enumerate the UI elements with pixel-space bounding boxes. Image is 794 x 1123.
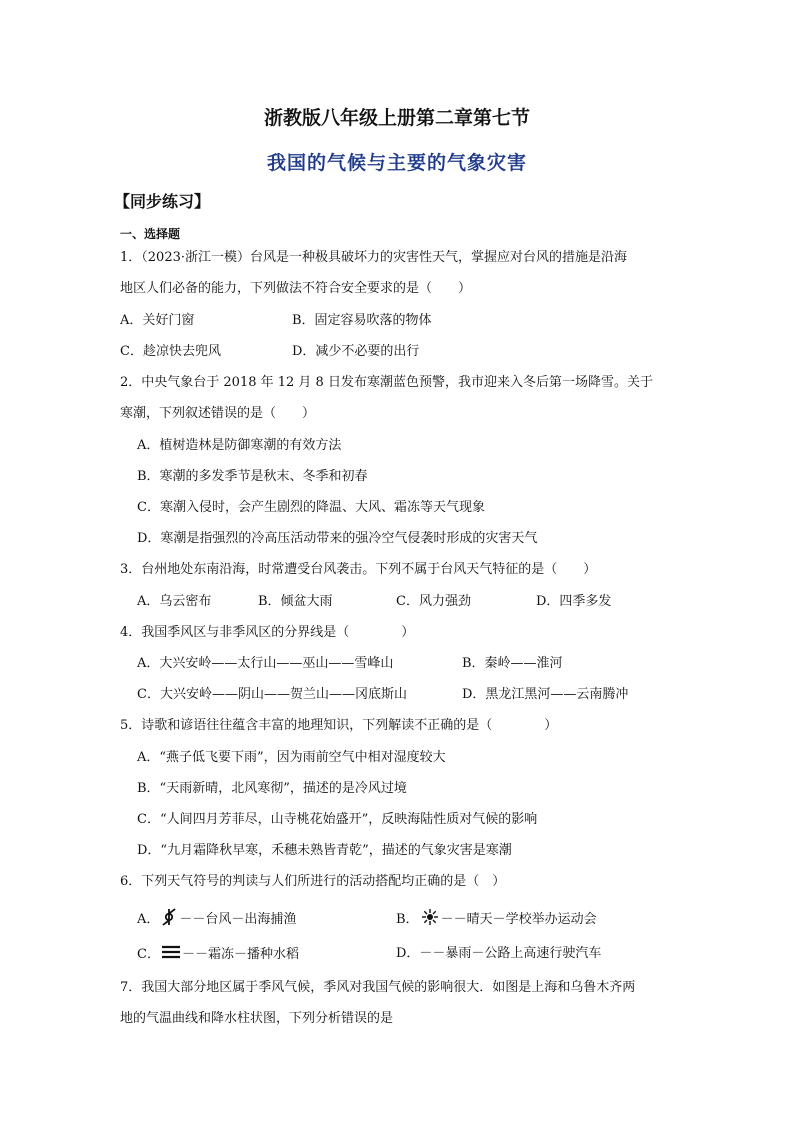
q4-option-b[interactable]: B．秦岭——淮河 [462, 656, 563, 671]
q5-option-a[interactable]: A．“燕子低飞要下雨”，因为雨前空气中相对湿度较大 [137, 750, 446, 765]
q6-option-a[interactable] [137, 908, 296, 931]
q1-stem-line1: 1．（2023·浙江一模）台风是一种极具破坏力的灾害性天气，掌握应对台风的措施是沿海 [120, 250, 627, 265]
q3-option-d[interactable]: D．四季多发 [536, 594, 612, 609]
q4-option-d[interactable]: D．黑龙江黑河——云南腾冲 [462, 687, 629, 702]
q7-stem-line1: 7．我国大部分地区属于季风气候，季风对我国气候的影响很大．如图是上海和乌鲁木齐两 [120, 980, 636, 995]
q4-stem: 4．我国季风区与非季风区的分界线是（ ） [120, 625, 415, 640]
q1-option-a[interactable]: A．关好门窗 [120, 313, 195, 328]
q6-option-d[interactable]: D．－－暴雨－公路上高速行驶汽车 [396, 946, 602, 961]
q3-stem: 3．台州地处东南沿海，时常遭受台风袭击。下列不属于台风天气特征的是（ ） [120, 562, 597, 577]
q6-option-b-text: －－晴天－学校举办运动会 [440, 912, 597, 927]
q2-option-b[interactable]: B．寒潮的多发季节是秋末、冬季和初春 [137, 469, 368, 484]
q5-option-c[interactable]: C．“人间四月芳菲尽，山寺桃花始盛开”，反映海陆性质对气候的影响 [137, 812, 538, 827]
q3-option-b[interactable]: B．倾盆大雨 [258, 594, 333, 609]
q5-option-d[interactable]: D．“九月霜降秋早寒，禾穗未熟皆青乾”，描述的气象灾害是寒潮 [137, 843, 512, 858]
q4-option-a[interactable]: A．大兴安岭——太行山——巫山——雪峰山 [137, 656, 394, 671]
page-title: 浙教版八年级上册第二章第七节 [263, 107, 530, 129]
typhoon-icon [161, 908, 177, 931]
q2-option-d[interactable]: D．寒潮是指强烈的冷高压活动带来的强冷空气侵袭时形成的灾害天气 [137, 531, 538, 546]
q7-stem-line2: 地的气温曲线和降水柱状图，下列分析错误的是 [120, 1011, 394, 1026]
q1-option-d[interactable]: D．减少不必要的出行 [292, 344, 420, 359]
q5-option-b[interactable]: B．“天雨新晴，北风寒彻”，描述的是冷风过境 [137, 781, 407, 796]
part-heading: 一、选择题 [120, 227, 181, 241]
q1-option-b[interactable]: B．固定容易吹落的物体 [292, 313, 432, 328]
q6-option-a-text: －－台风－出海捕渔 [179, 912, 297, 927]
q5-stem: 5．诗歌和谚语往往蕴含丰富的地理知识，下列解读不正确的是（ ） [120, 718, 558, 733]
q1-option-c[interactable]: C．趁凉快去兜风 [120, 344, 221, 359]
page-subtitle: 我国的气候与主要的气象灾害 [266, 152, 527, 174]
q2-option-c[interactable]: C．寒潮入侵时，会产生剧烈的降温、大风、霜冻等天气现象 [137, 500, 485, 515]
q1-stem-line2: 地区人们必备的能力，下列做法不符合安全要求的是（ ） [120, 281, 472, 296]
q6-option-c-text: －－霜冻－播种水稻 [181, 947, 299, 962]
q6-option-c-prefix: C． [137, 947, 160, 962]
q4-option-c[interactable]: C．大兴安岭——阴山——贺兰山——冈底斯山 [137, 687, 407, 702]
q6-stem: 6．下列天气符号的判读与人们所进行的活动搭配均正确的是（ ） [120, 874, 506, 889]
sun-icon [421, 908, 439, 931]
q6-option-c[interactable] [137, 945, 299, 964]
q3-option-c[interactable]: C．风力强劲 [396, 594, 471, 609]
frost-icon [162, 945, 180, 964]
q2-stem-line2: 寒潮，下列叙述错误的是（ ） [120, 406, 316, 421]
q6-option-b[interactable] [396, 908, 597, 931]
q2-option-a[interactable]: A．植树造林是防御寒潮的有效方法 [137, 438, 342, 453]
q6-option-b-prefix: B． [396, 912, 419, 927]
q2-stem-line1: 2．中央气象台于 2018 年 12 月 8 日发布寒潮蓝色预警，我市迎来入冬后第一场降雪。关于 [120, 375, 653, 390]
q6-option-a-prefix: A． [137, 912, 160, 927]
section-heading: 【同步练习】 [114, 192, 211, 211]
q3-option-a[interactable]: A．乌云密布 [137, 594, 212, 609]
